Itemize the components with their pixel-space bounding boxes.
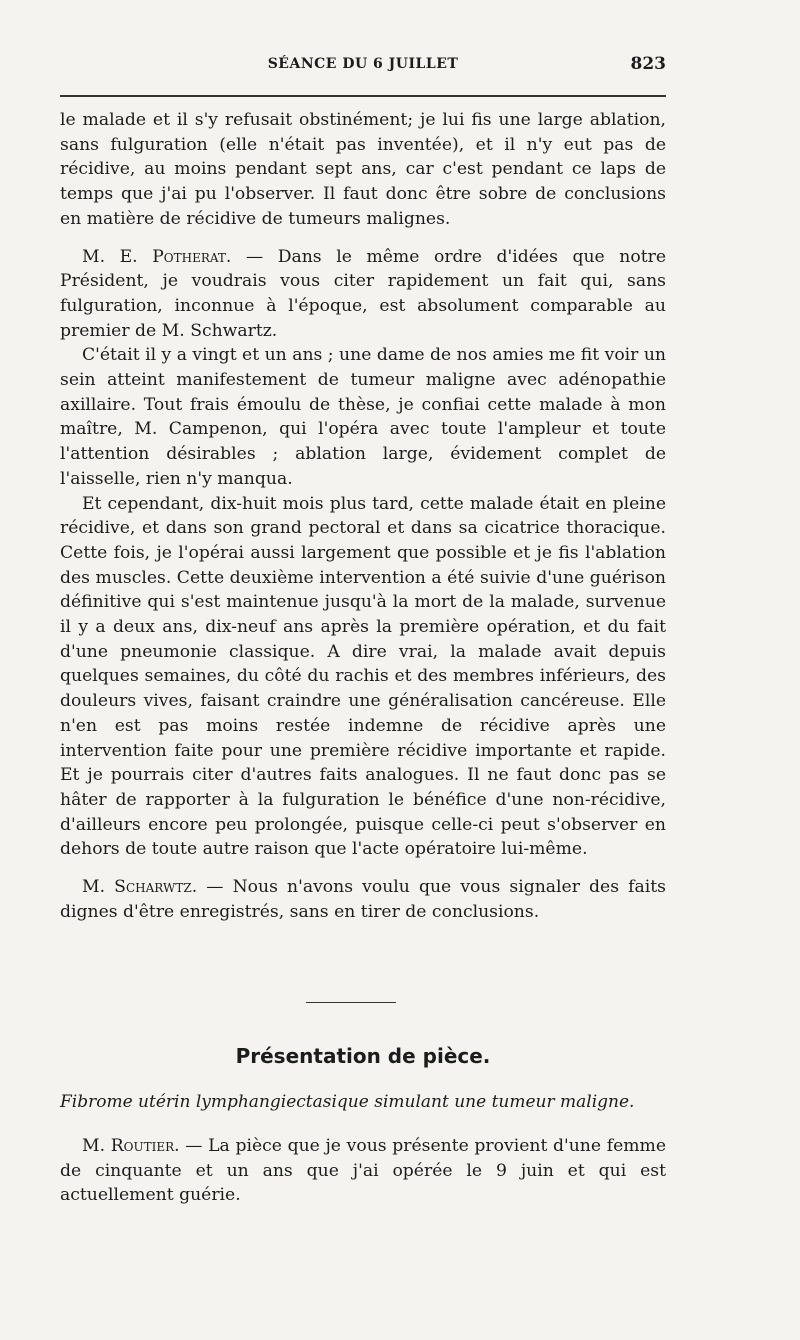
section-title: Présentation de pièce. (235, 1044, 491, 1068)
section-divider (306, 1002, 396, 1003)
header-rule (60, 95, 666, 97)
speaker-name: M. Routier. (82, 1136, 180, 1156)
paragraph-potherat (60, 245, 666, 344)
paragraph-case-history: C'était il y a vingt et un ans ; une dame de nos amies me fit voir un sein atteint manifestement de tumeur maligne avec adénopathie axillaire. Tout frais émoulu de thèse, je confiai cette malade à mon maître, M. Campenon, qui l'opéra avec toute l'ampleur et toute l'attention désirables ; ablation large, évidement complet de l'aisselle, rien n'y manqua. (60, 345, 666, 489)
running-head (60, 54, 666, 78)
paragraph-text: — Nous n'avons voulu que vous signaler des faits dignes d'être enregistrés, sans en tirer de conclusions. (60, 877, 666, 922)
page-number: 823 (630, 54, 666, 74)
paragraph-routier (60, 1134, 666, 1208)
body-text (60, 108, 666, 925)
paragraph-text: — La pièce que je vous présente provient d'une femme de cinquante et un ans que j'ai opérée le 9 juin et qui est actuellement guérie. (60, 1136, 667, 1206)
speaker-name: M. E. Potherat. (82, 246, 232, 267)
paragraph-continuation: le malade et il s'y refusait obstinément; je lui fis une large ablation, sans fulguration (elle n'était pas inventée), et il n'y eut pas de récidive, au moins pendant sept ans, car c'est pendant ce laps de temps que j'ai pu l'observer. Il faut donc être sobre de conclusions en matière de récidive de tumeurs malignes. (60, 110, 666, 229)
running-head-title: SÉANCE DU 6 JUILLET (267, 56, 459, 72)
section-subtitle: Fibrome utérin lymphangiectasique simulant une tumeur maligne. (60, 1092, 635, 1112)
paragraph-routier-block (60, 1134, 666, 1208)
paragraph-text: — Dans le même ordre d'idées que notre Président, je voudrais vous citer rapidement un fait qui, sans fulguration, inconnue à l'époque, est absolument comparable au premier de M. Schwartz. (60, 246, 666, 341)
speaker-name: M. Scharwtz. (82, 877, 198, 898)
paragraph-scharwtz (60, 875, 666, 924)
paragraph-recurrence: Et cependant, dix-huit mois plus tard, cette malade était en pleine récidive, et dans son grand pectoral et dans sa cicatrice thoracique. Cette fois, je l'opérai aussi largement que possible et je fis l'ablation des muscles. Cette deuxième intervention a été suivie d'une guérison définitive qui s'est maintenue jusqu'à la mort de la malade, survenue il y a deux ans, dix-neuf ans après la première opération, et du fait d'une pneumonie classique. A dire vrai, la malade avait depuis quelques semaines, du côté du rachis et des membres inférieurs, des douleurs vives, faisant craindre une généralisation cancéreuse. Elle n'en est pas moins restée indemne de récidive après une intervention faite pour une première récidive importante et rapide. Et je pourrais citer d'autres faits analogues. Il ne faut donc pas se hâter de rapporter à la fulguration le bénéfice d'une non-récidive, d'ailleurs encore peu prolongée, puisque celle-ci peut s'observer en dehors de toute autre raison que l'acte opératoire lui-même. (60, 493, 666, 860)
